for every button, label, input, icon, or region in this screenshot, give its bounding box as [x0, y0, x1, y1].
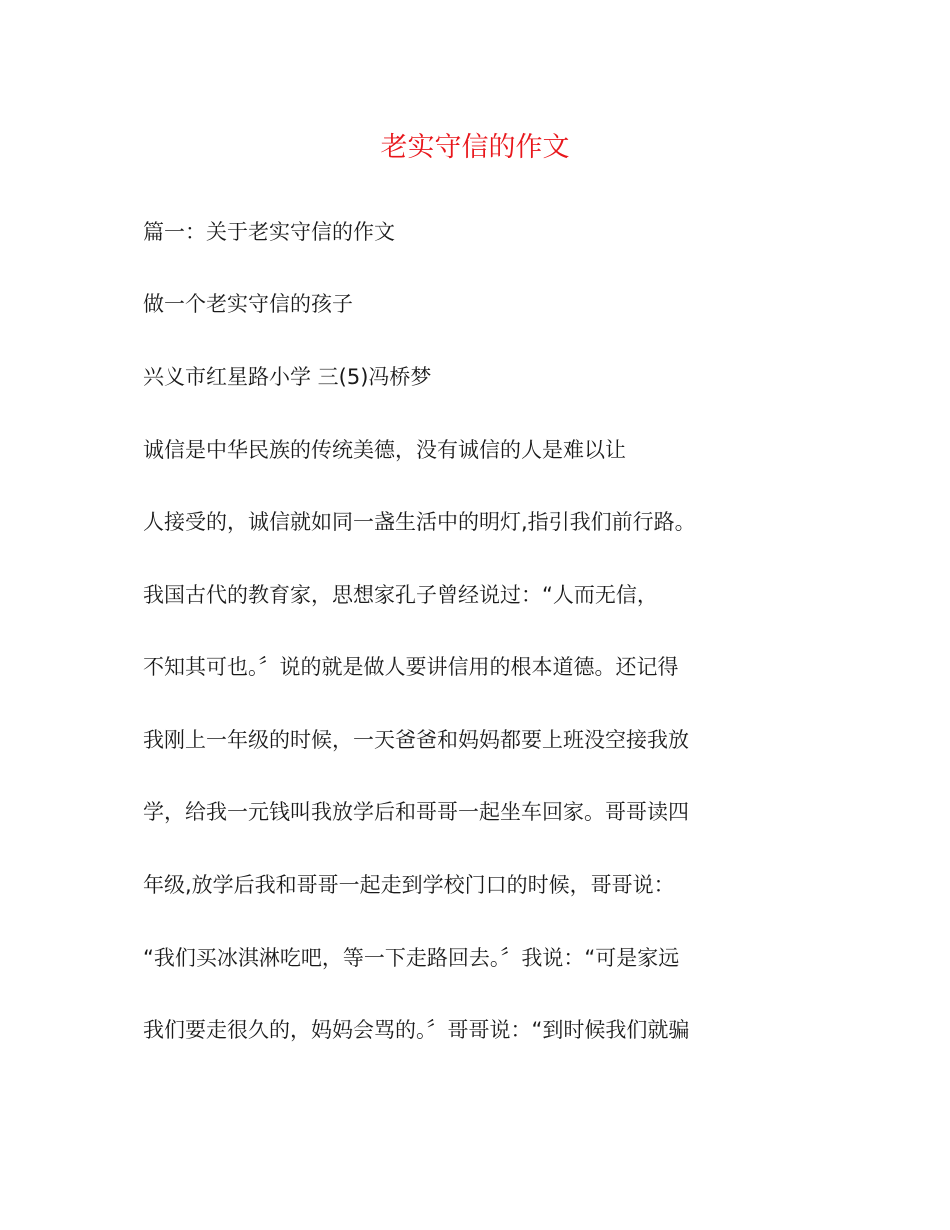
paragraph-line: 诚信是中华民族的传统美德，没有诚信的人是难以让 — [143, 438, 626, 462]
paragraph-line: 年级,放学后我和哥哥一起走到学校门口的时候，哥哥说： — [143, 873, 675, 897]
document-title: 老实守信的作文 — [380, 132, 570, 163]
paragraph-line: 我国古代的教育家，思想家孔子曾经说过：“人而无信， — [143, 583, 658, 607]
paragraph-line: 我刚上一年级的时候，一天爸爸和妈妈都要上班没空接我放 — [143, 728, 689, 752]
section-heading: 篇一：关于老实守信的作文 — [143, 220, 395, 244]
paragraph-line: 不知其可也。〞说的就是做人要讲信用的根本道德。还记得 — [143, 655, 679, 679]
essay-title: 做一个老实守信的孩子 — [143, 292, 353, 316]
author-line: 兴义市红星路小学 三(5)冯桥梦 — [143, 365, 432, 389]
paragraph-line: 我们要走很久的，妈妈会骂的。〞哥哥说：“到时候我们就骗 — [143, 1018, 690, 1042]
paragraph-line: 学，给我一元钱叫我放学后和哥哥一起坐车回家。哥哥读四 — [143, 800, 689, 824]
paragraph-line: “我们买冰淇淋吃吧，等一下走路回去。〞我说：“可是家远 — [143, 946, 680, 970]
paragraph-line: 人接受的，诚信就如同一盏生活中的明灯,指引我们前行路。 — [143, 510, 696, 534]
